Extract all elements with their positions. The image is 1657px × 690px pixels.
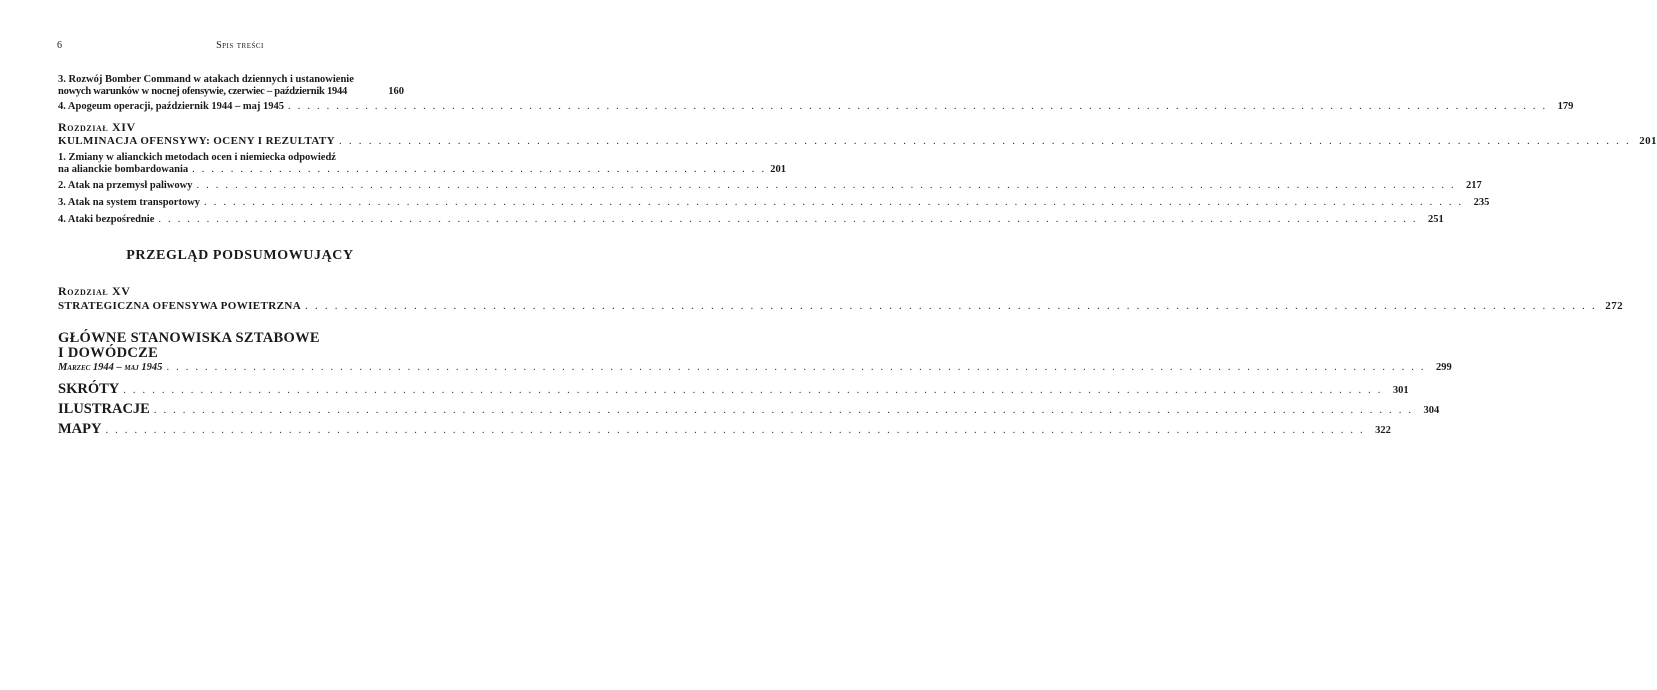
toc-page-number: 201 (1639, 135, 1657, 147)
toc-entry (58, 180, 1482, 192)
toc-entry (58, 197, 1490, 209)
chapter-label: Rozdział XV (58, 284, 131, 298)
toc-entry-line: nowych warunków w nocnej ofensywie, czerwiec – październik 1944 (58, 86, 348, 97)
toc-page-number: 299 (1436, 362, 1452, 373)
toc-page-number: 201 (770, 164, 787, 175)
leader-dots (158, 214, 1417, 226)
leader-dots (196, 180, 1455, 192)
toc-entry (58, 421, 1391, 439)
toc-page-number: 179 (1557, 101, 1574, 112)
toc-entry-label: MAPY (58, 421, 102, 437)
leader-dots (339, 135, 1631, 147)
toc-entry-label: 4. Apogeum operacji, październik 1944 – maj 1945 (58, 101, 285, 112)
toc-page-number: 272 (1605, 300, 1623, 312)
leader-dots (154, 403, 1413, 419)
leader-dots (123, 383, 1382, 399)
toc-entry (58, 101, 1574, 113)
chapter-title-row (58, 300, 1623, 312)
chapter-title: STRATEGICZNA OFENSYWA POWIETRZNA (58, 300, 302, 312)
toc-entry (58, 74, 404, 98)
page-number: 6 (57, 40, 62, 51)
toc-entry (58, 401, 1440, 419)
chapter-label: Rozdział XIV (58, 120, 136, 134)
toc-page-number: 217 (1466, 180, 1482, 191)
toc-entry (58, 152, 787, 176)
leader-dots (106, 423, 1365, 439)
toc-page-number: 251 (1427, 214, 1444, 225)
leader-dots (166, 362, 1425, 374)
running-title: Spis treści (216, 40, 264, 51)
toc-page-number: 301 (1392, 385, 1409, 396)
toc-entry-label: 3. Atak na system transportowy (58, 197, 201, 208)
toc-page-number: 235 (1473, 197, 1490, 208)
chapter-title: KULMINACJA OFENSYWY: OCENY I REZULTATY (58, 135, 335, 147)
date-range-subtitle: Marzec 1944 – maj 1945 (58, 362, 163, 373)
toc-page-number: 160 (388, 86, 404, 97)
chapter-title-row (58, 135, 1657, 147)
section-heading: PRZEGLĄD PODSUMOWUJĄCY (126, 248, 354, 263)
toc-entry-line: na alianckie bombardowania (58, 164, 189, 175)
toc-page-number: 322 (1375, 425, 1391, 436)
toc-entry-line: 3. Rozwój Bomber Command w atakach dziennych i ustanowienie (58, 74, 354, 85)
toc-entry (58, 381, 1409, 399)
toc-entry (58, 362, 1452, 374)
leader-dots (288, 101, 1547, 113)
section-heading: GŁÓWNE STANOWISKA SZTABOWE (58, 330, 320, 346)
toc-entry-label: 4. Ataki bezpośrednie (58, 214, 155, 225)
toc-entry-label: ILUSTRACJE (58, 401, 150, 417)
leader-dots: . . . . . . . . . . . . . . . . . . . . . . . . . . . . . . . . . . . . . . . . . . . . . . . . . . . . . . . . . . . . (192, 164, 767, 175)
toc-entry-label: SKRÓTY (58, 381, 120, 397)
toc-entry-line: 1. Zmiany w alianckich metodach ocen i niemiecka odpowiedź (58, 152, 336, 163)
toc-page-number: 304 (1423, 405, 1440, 416)
leader-dots (305, 300, 1597, 312)
toc-entry-label: 2. Atak na przemysł paliwowy (58, 180, 193, 191)
leader-dots (204, 197, 1463, 209)
toc-entry (58, 214, 1444, 226)
section-heading: I DOWÓDCZE (58, 345, 159, 361)
